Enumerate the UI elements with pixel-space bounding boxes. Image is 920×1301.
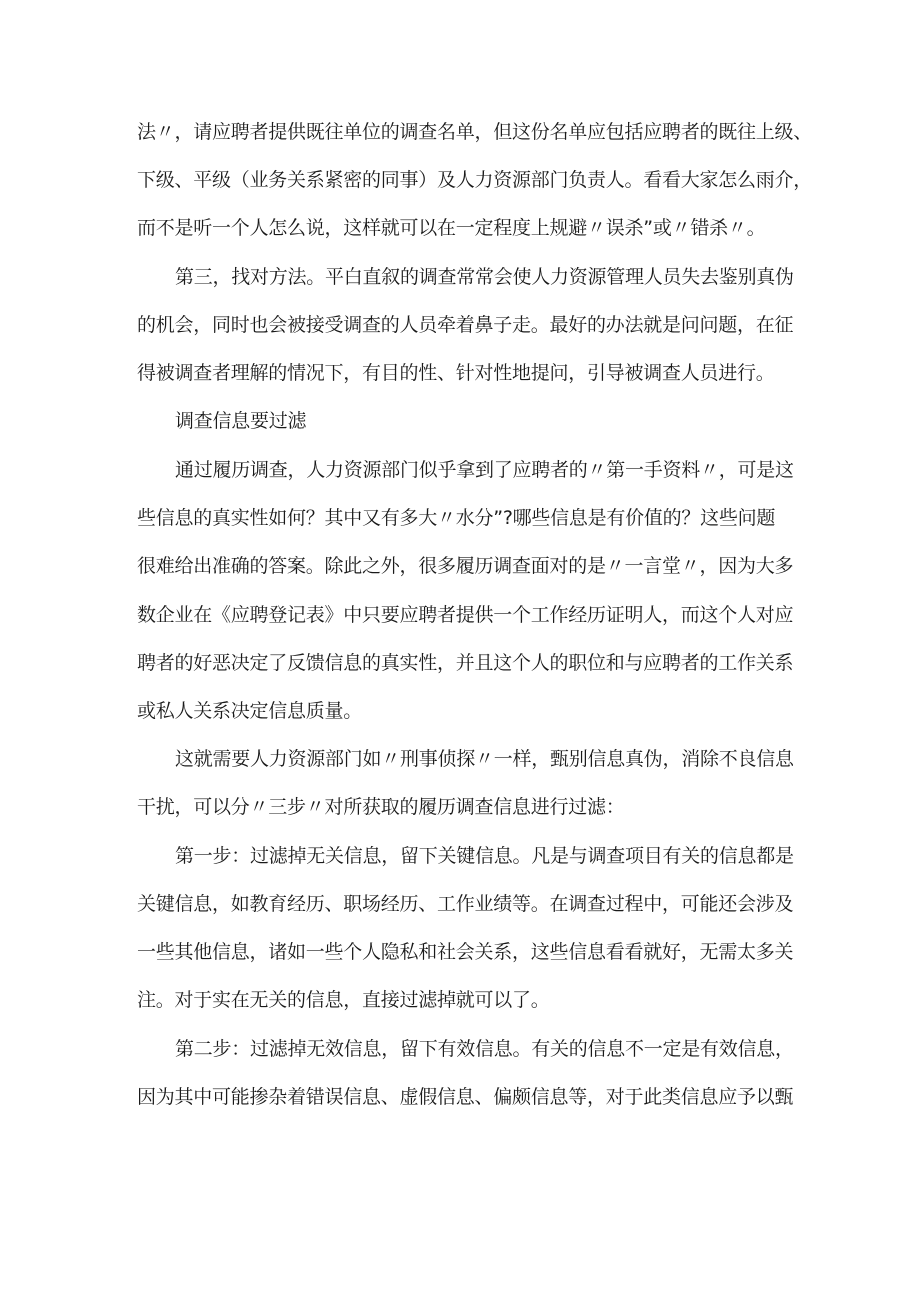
text-line (0, 548, 920, 584)
text-line (0, 645, 920, 681)
text-line-content: 聘者的好恶决定了反馈信息的真实性，并且这个人的职位和与应聘者的工作关系 (137, 652, 794, 674)
text-line (0, 355, 920, 391)
text-line (0, 114, 920, 150)
text-line-content: 因为其中可能掺杂着错误信息、虚假信息、偏颇信息等，对于此类信息应予以甄 (137, 1086, 794, 1108)
text-line-content: 法〃，请应聘者提供既往单位的调查名单，但这份名单应包括应聘者的既往上级、 (137, 121, 813, 143)
text-line (0, 307, 920, 343)
text-line-content: 得被调查者理解的情况下，有目的性、针对性地提问，引导被调查人员进行。 (137, 362, 775, 384)
paragraph-start-line (0, 838, 920, 874)
section-heading-text: 调查信息要过滤 (175, 410, 307, 432)
text-line-content: 下级、平级（业务关系紧密的同事）及人力资源部门负责人。看看大家怎么雨介， (137, 169, 813, 191)
text-line-content: 的机会，同时也会被接受调查的人员牵着鼻子走。最好的办法就是问问题，在征 (137, 314, 794, 336)
section-heading (0, 403, 920, 439)
text-line-content: 注。对于实在无关的信息，直接过滤掉就可以了。 (137, 989, 550, 1011)
text-line-content: 这就需要人力资源部门如〃刑事侦探〃一样，甄别信息真伪，消除不良信息 (175, 748, 794, 770)
text-line-content: 第一步：过滤掉无关信息，留下关键信息。凡是与调查项目有关的信息都是 (175, 845, 794, 867)
text-line-content: 关键信息，如教育经历、职场经历、工作业绩等。在调查过程中，可能还会涉及 (137, 893, 794, 915)
paragraph-start-line (0, 452, 920, 488)
text-line (0, 886, 920, 922)
text-line-content: 一些其他信息，诸如一些个人隐私和社会关系，这些信息看看就好，无需太多关 (137, 941, 794, 963)
text-line (0, 162, 920, 198)
paragraph-start-line (0, 741, 920, 777)
text-line-content: 第三，找对方法。平白直叙的调查常常会使人力资源管理人员失去鉴别真伪 (175, 266, 794, 288)
text-line (0, 597, 920, 633)
text-line (0, 789, 920, 825)
text-line-content: 些信息的真实性如何？其中又有多大〃水分”?哪些信息是有价值的？这些问题 (137, 507, 776, 529)
text-line (0, 500, 920, 536)
text-line-content: 而不是听一个人怎么说，这样就可以在一定程度上规避〃误杀”或〃错杀〃。 (137, 217, 766, 239)
text-line (0, 934, 920, 970)
text-line-content: 数企业在《应聘登记表》中只要应聘者提供一个工作经历证明人，而这个人对应 (137, 604, 794, 626)
text-line-content: 通过履历调查，人力资源部门似乎拿到了应聘者的〃第一手资料〃，可是这 (175, 459, 794, 481)
text-line (0, 210, 920, 246)
paragraph-start-line (0, 1031, 920, 1067)
text-line (0, 982, 920, 1018)
paragraph-start-line (0, 259, 920, 295)
text-line (0, 693, 920, 729)
text-line-content: 很难给出准确的答案。除此之外，很多履历调查面对的是〃一言堂〃，因为大多 (137, 555, 794, 577)
text-line-content: 或私人关系决定信息质量。 (137, 700, 363, 722)
text-line-content: 干扰，可以分〃三步〃对所获取的履历调查信息进行过滤： (137, 796, 625, 818)
text-line (0, 1079, 920, 1115)
text-line-content: 第二步：过滤掉无效信息，留下有效信息。有关的信息不一定是有效信息， (175, 1038, 794, 1060)
